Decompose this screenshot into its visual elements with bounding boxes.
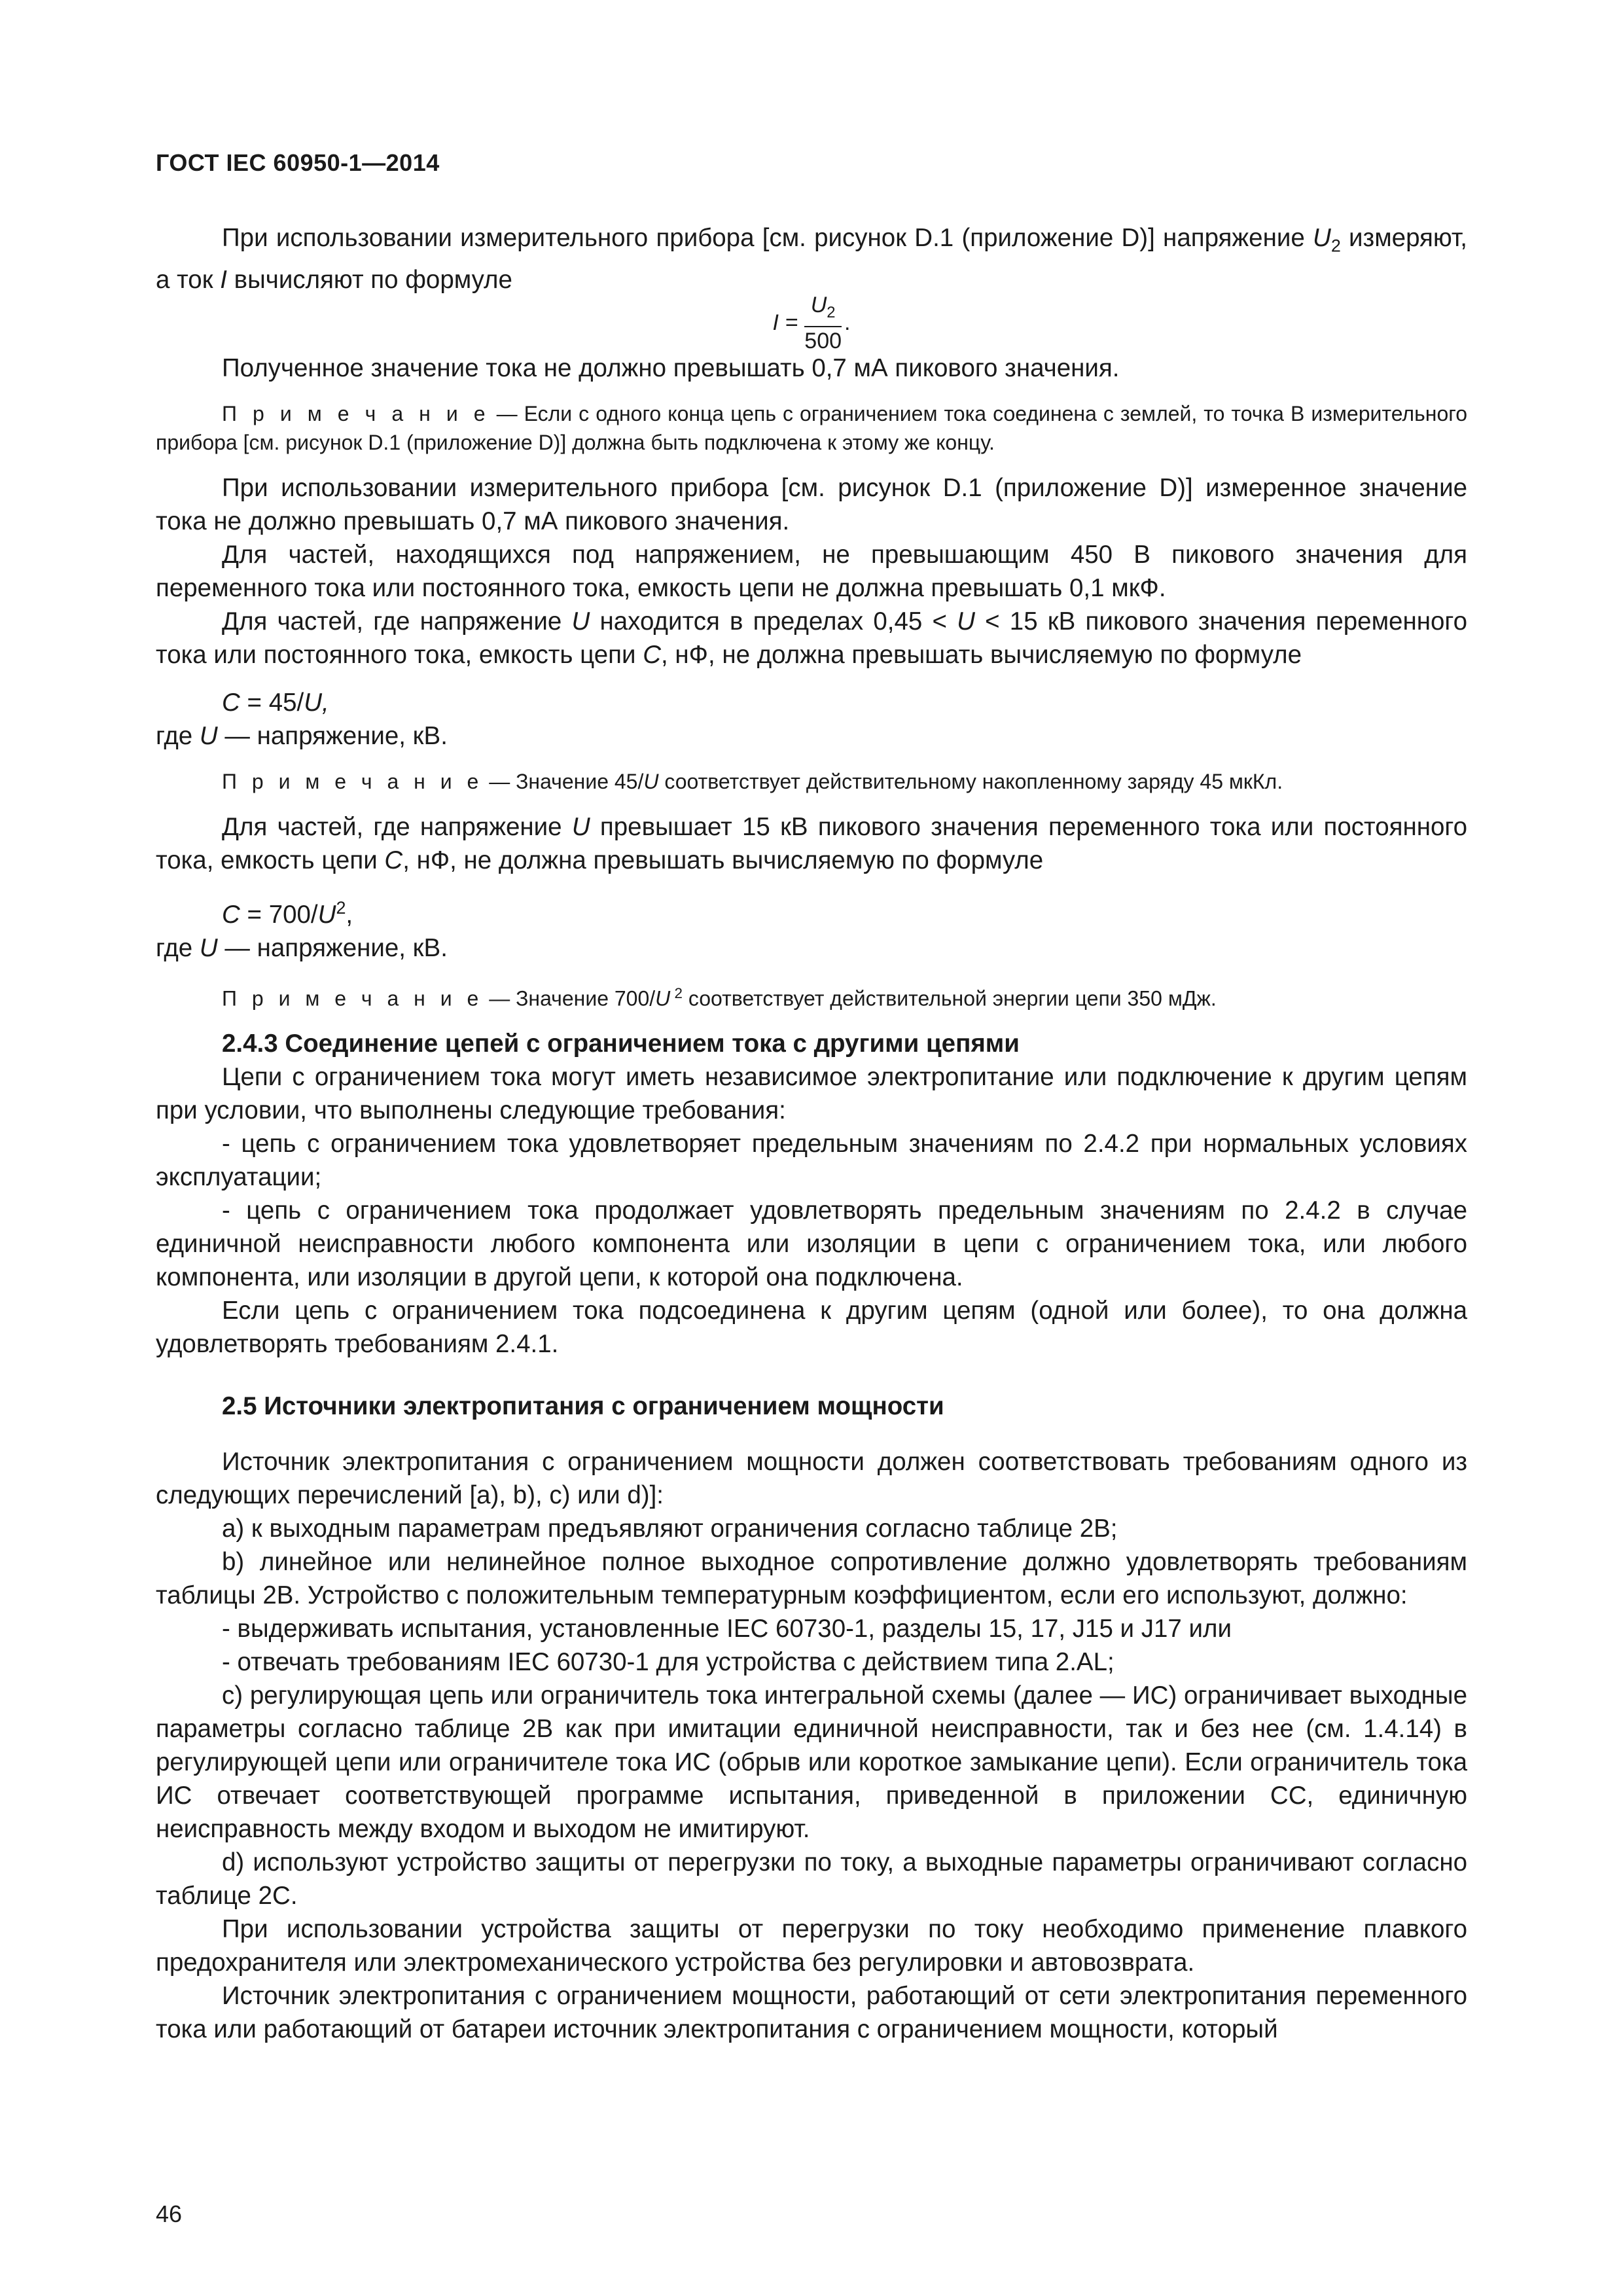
paragraph-measuring-instrument: При использовании измерительного прибора [см. рисунок D.1 (приложение D)] напряжение $U_2$ измеряют, а ток I вычисляют по формуле — [156, 224, 1467, 294]
page-number: 46 — [156, 2200, 183, 2227]
section-heading-2-4-3: 2.4.3 Соединение цепей с ограничением тока с другими цепями — [222, 1030, 1020, 1058]
paragraph-current-limit: Полученное значение тока не должно превышать 0,7 мА пикового значения. — [222, 353, 1120, 382]
note-energy: П р и м е ч а н и е — Значение 700/U $^2$ соответствует действительной энергии цепи 350 мДж. — [222, 984, 1217, 1011]
paragraph-2-5-fuse: При использовании устройства защиты от перегрузки по току необходимо применение плавкого предохранителя или электромеханического устройства без регулировки и автовозврата. — [156, 1915, 1467, 1977]
list-item-2-5-d: d) используют устройство защиты от перегрузки по току, а выходные параметры ограничивают согласно таблице 2C. — [156, 1848, 1467, 1910]
formula-capacitance-45: C = 45/U, — [222, 688, 329, 717]
note-charge: П р и м е ч а н и е — Значение 45/U соответствует действительному накопленному заряду 45 мкКл. — [222, 769, 1283, 793]
paragraph-capacitance-450v: Для частей, находящихся под напряжением, не превышающим 450 В пикового значения для переменного тока или постоянного тока, емкость цепи не должна превышать 0,1 мкФ. — [156, 540, 1467, 602]
paragraph-capacitance-15kv: Для частей, где напряжение U превышает 15 кВ пикового значения переменного тока или постоянного тока, емкость цепи C, нФ, не должна превышать вычисляемую по формуле — [156, 812, 1467, 874]
list-item-2-5-b-2: - отвечать требованиям IEC 60730-1 для устройства с действием типа 2.AL; — [222, 1648, 1115, 1677]
page-body — [156, 221, 1467, 2046]
section-heading-2-5: 2.5 Источники электропитания с ограничением мощности — [222, 1392, 944, 1421]
where-clause-1: где U — напряжение, кВ. — [156, 721, 448, 750]
paragraph-2-5-intro: Источник электропитания с ограничением мощности должен соответствовать требованиям одного из следующих перечислений [a), b), c) или d)]: — [156, 1448, 1467, 1510]
paragraph-2-4-3-intro: Цепи с ограничением тока могут иметь независимое электропитание или подключение к другим цепям при условии, что выполнены следующие требования: — [156, 1063, 1467, 1125]
paragraph-measured-value: При использовании измерительного прибора [см. рисунок D.1 (приложение D)] измеренное значение тока не должно превышать 0,7 мА пикового значения. — [156, 473, 1467, 535]
list-item-2-5-b: b) линейное или нелинейное полное выходное сопротивление должно удовлетворять требованиям таблицы 2B. Устройство с положительным температурным коэффициентом, если его используют, должно: — [156, 1548, 1467, 1610]
paragraph-2-5-continued: Источник электропитания с ограничением мощности, работающий от сети электропитания переменного тока или работающий от батареи источник электропитания с ограничением мощности, который — [156, 1982, 1467, 2044]
paragraph-capacitance-range: Для частей, где напряжение U находится в пределах 0,45 < U < 15 кВ пикового значения переменного тока или постоянного тока, емкость цепи C, нФ, не должна превышать вычисляемую по формуле — [156, 607, 1467, 669]
list-item-2-4-3-1: - цепь с ограничением тока удовлетворяет предельным значениям по 2.4.2 при нормальных условиях эксплуатации; — [156, 1130, 1467, 1192]
paragraph-2-4-3-connection: Если цепь с ограничением тока подсоединена к другим цепям (одной или более), то она должна удовлетворять требованиям 2.4.1. — [156, 1297, 1467, 1359]
where-clause-2: где U — напряжение, кВ. — [156, 933, 448, 962]
note-earthed-end: П р и м е ч а н и е — Если с одного конца цепь с ограничением тока соединена с землей, то точка B измерительного прибора [см. рисунок D.1 (приложение D)] должна быть подключена к этому же концу. — [156, 401, 1468, 454]
page-header-standard-number: ГОСТ IEC 60950-1—2014 — [156, 149, 440, 176]
list-item-2-4-3-2: - цепь с ограничением тока продолжает удовлетворять предельным значениям по 2.4.2 в случае единичной неисправности любого компонента или изоляции в цепи с ограничением тока, или любого компонента, или изоляции в другой цепи, к которой она подключена. — [156, 1196, 1467, 1292]
formula-capacitance-700: $C = 700/U^2$, — [222, 897, 353, 929]
formula-current: I = $\frac{U_2}{500}$ . — [772, 292, 851, 354]
list-item-2-5-c: c) регулирующая цепь или ограничитель тока интегральной схемы (далее — ИС) ограничивает выходные параметры согласно таблице 2B как при имитации единичной неисправности, так и без нее (см. 1.4.14) в регулирующей цепи или ограничителе тока ИС (обрыв или короткое замыкание цепи). Если ограничитель тока ИС отвечает соответствующей программе испытания, приведенной в приложении CC, единичную неисправность между входом и выходом не имитируют. — [156, 1681, 1467, 1844]
list-item-2-5-b-1: - выдерживать испытания, установленные IEC 60730-1, разделы 15, 17, J15 и J17 или — [222, 1615, 1232, 1643]
list-item-2-5-a: a) к выходным параметрам предъявляют ограничения согласно таблице 2B; — [222, 1515, 1118, 1543]
